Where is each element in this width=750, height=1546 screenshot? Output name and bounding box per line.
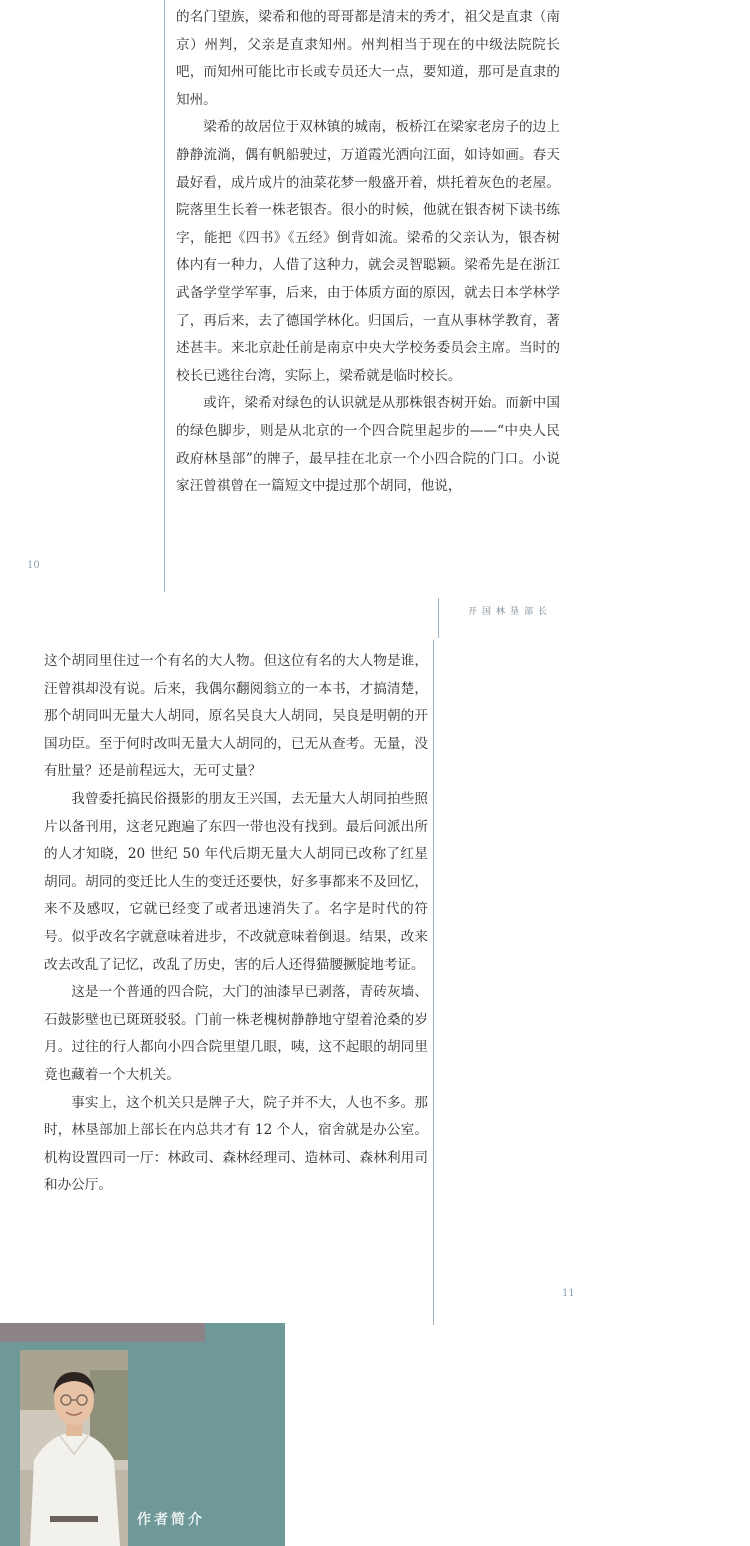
page-number-left: 10 (27, 560, 40, 571)
left-page-body (176, 4, 560, 501)
paragraph: 这个胡同里住过一个有名的大人物。但这位有名的大人物是谁，汪曾祺却没有说。后来，我偶尔翻阅翁立的一本书，才搞清楚，那个胡同叫无量大人胡同，原名吴良大人胡同，吴良是明朝的开国功臣。至于何时改叫无量大人胡同的，已无从查考。无量，没有肚量？还是前程远大，无可丈量？ (44, 653, 428, 780)
left-page-margin-line (164, 0, 165, 592)
paragraph: 这是一个普通的四合院，大门的油漆早已剥落，青砖灰墙、石鼓影壁也已斑斑驳驳。门前一株老槐树静静地守望着沧桑的岁月。过往的行人都向小四合院里望几眼，咦，这不起眼的胡同里竟也藏着一个大机关。 (44, 984, 428, 1083)
running-head: 开国林垦部长 (468, 607, 553, 617)
author-intro-panel (0, 1323, 285, 1546)
paragraph: 或许，梁希对绿色的认识就是从那株银杏树开始。而新中国的绿色脚步，则是从北京的一个四合院里起步的——“中央人民政府林垦部”的牌子，最早挂在北京一个小四合院的门口。小说家汪曾祺曾在一篇短文中提过那个胡同，他说， (176, 395, 560, 495)
paragraph: 事实上，这个机关只是牌子大，院子并不大，人也不多。那时，林垦部加上部长在内总共才有 12 个人，宿舍就是办公室。机构设置四司一厅：林政司、森林经理司、造林司、森林利用司和办公厅。 (44, 1094, 428, 1194)
author-portrait-graphic (20, 1350, 128, 1546)
paragraph: 我曾委托搞民俗摄影的朋友王兴国，去无量大人胡同拍些照片以备刊用，这老兄跑遍了东四一带也没有找到。最后问派出所的人才知晓，20 世纪 50 年代后期无量大人胡同已改称了红星胡同。胡同的变迁比人生的变迁还要快，好多事都来不及回忆，来不及感叹，它就已经变了或者迅速消失了。名字是时代的符号。似乎改名字就意味着进步，不改就意味着倒退。结果，改来改去改乱了记忆，改乱了历史，害的后人还得猫腰撅腚地考证。 (44, 790, 428, 973)
paragraph: 梁希的故居位于双林镇的城南，板桥江在梁家老房子的边上静静流淌，偶有帆船驶过，万道霞光洒向江面，如诗如画。春天最好看，成片成片的油菜花梦一般盛开着，烘托着灰色的老屋。院落里生长着一株老银杏。很小的时候，他就在银杏树下读书练字，能把《四书》《五经》倒背如流。梁希的父亲认为，银杏树体内有一种力，人借了这种力，就会灵智聪颖。梁希先是在浙江武备学堂学军事，后来，由于体质方面的原因，就去日本学林学了，再后来，去了德国学林化。归国后，一直从事林学教育，著述甚丰。来北京赴任前是南京中央大学校务委员会主席。当时的校长已逃往台湾，实际上，梁希就是临时校长。 (176, 119, 560, 384)
right-page-margin-line (438, 598, 439, 638)
paragraph: 的名门望族，梁希和他的哥哥都是清末的秀才，祖父是直隶（南京）州判，父亲是直隶知州。州判相当于现在的中级法院院长吧，而知州可能比市长或专员还大一点，要知道，那可是直隶的知州。 (176, 9, 560, 108)
right-page-body (44, 648, 428, 1200)
author-intro-label: 作者简介 (137, 1512, 205, 1528)
page-number-right: 11 (562, 1288, 575, 1299)
decorative-strip (0, 1323, 205, 1342)
author-photo (20, 1350, 128, 1546)
right-page-column-line (433, 640, 434, 1325)
